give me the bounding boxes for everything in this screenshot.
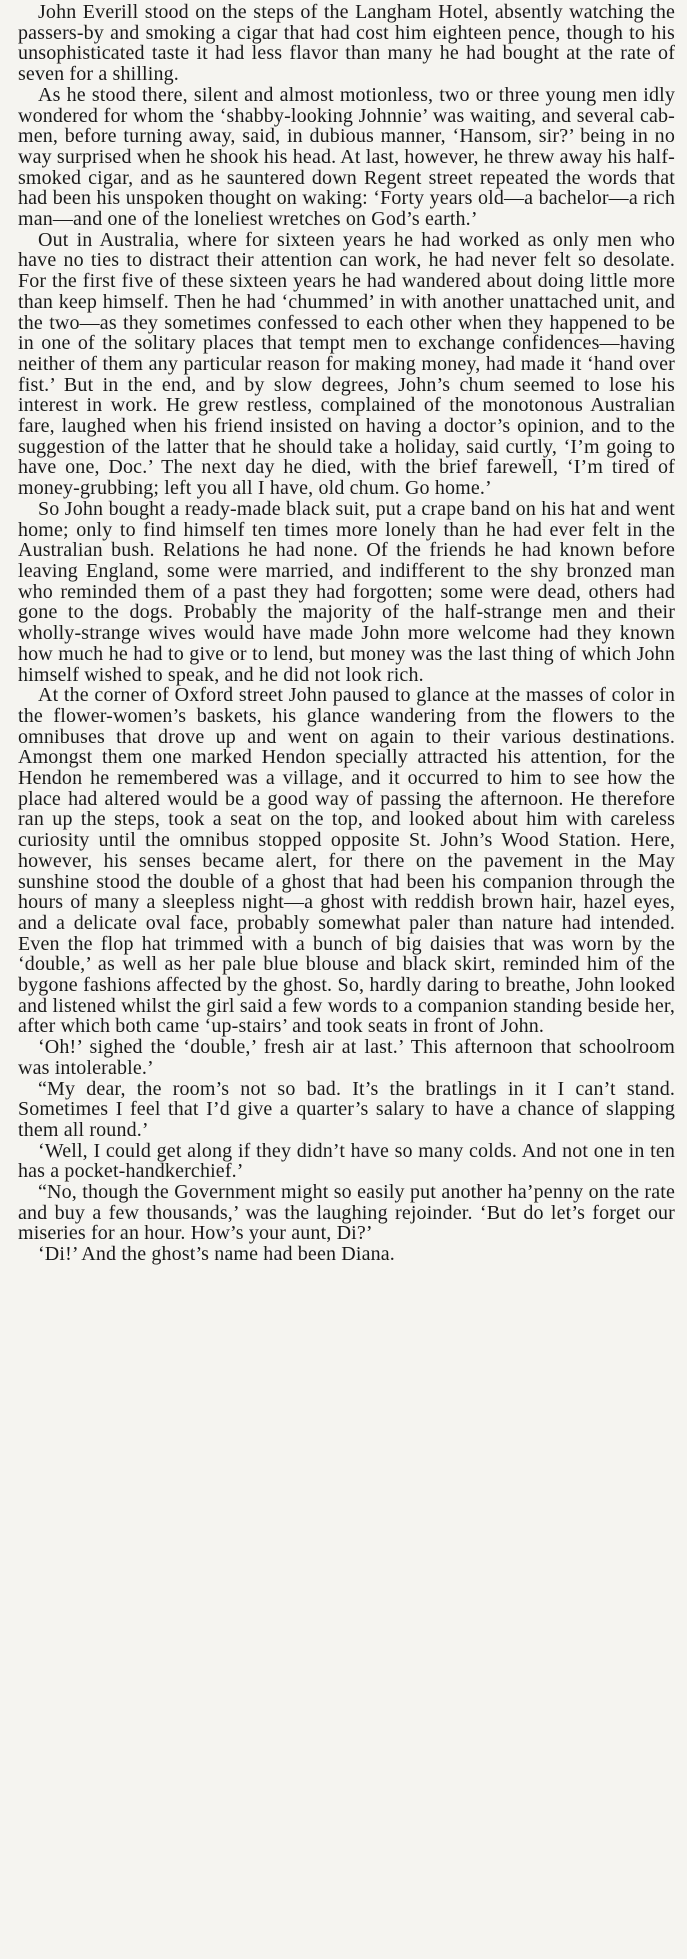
paragraph-1: John Everill stood on the steps of the Langham Hotel, absently watching the passers-by and smoking a cigar that had cost him eighteen pence, though to his unsophisticated taste it had less flavor than many he had bought at the rate of seven for a shilling. (18, 1, 675, 86)
paragraph-3: Out in Australia, where for sixteen years he had worked as only men who have no ties to distract their attention can work, he had never felt so desolate. For the first five of these sixteen years he had wandered about doing little more than keep himself. Then he had ‘chummed’ in with another unattached unit, and the two—as they sometimes confessed to each other when they happened to be in one of the solitary places that tempt men to exchange confidences—having neither of them any particular reason for making money, had made it ‘hand over fist.’ But in the end, and by slow degrees, John’s chum seemed to lose his interest in work. He grew restless, complained of the monotonous Australian fare, laughed when his friend insisted on having a doctor’s opinion, and to the suggestion of the latter that he should take a holiday, said curtly, ‘I’m going to have one, Doc.’ The next day he died, with the brief farewell, ‘I’m tired of money-grubbing; left you all I have, old chum. Go home.’ (18, 228, 675, 500)
paragraph-6: ‘Oh!’ sighed the ‘double,’ fresh air at last.’ This afternoon that schoolroom was intolerable.’ (18, 1036, 675, 1079)
paragraph-5: At the corner of Oxford street John paused to glance at the masses of color in the flower-women’s baskets, his glance wandering from the flowers to the omnibuses that drove up and went on again to their various destinations. Amongst them one marked Hendon specially attracted his attention, for the Hendon he remembered was a village, and it occurred to him to see how the place had altered would be a good way of passing the afternoon. He therefore ran up the steps, took a seat on the top, and looked about him with careless curiosity until the omnibus stopped opposite St. John’s Wood Station. Here, however, his senses became alert, for there on the pavement in the May sunshine stood the double of a ghost that had been his companion through the hours of many a sleepless night—a ghost with reddish brown hair, hazel eyes, and a delicate oval face, probably somewhat paler than nature had intended. Even the flop hat trimmed with a bunch of big daisies that was worn by the ‘double,’ as well as her pale blue blouse and black skirt, reminded him of the bygone fashions affected by the ghost. So, hardly daring to breathe, John looked and listened whilst the girl said a few words to a companion standing beside her, after which both came ‘up-stairs’ and took seats in front of John. (18, 684, 675, 1038)
paragraph-7: “My dear, the room’s not so bad. It’s the bratlings in it I can’t stand. Sometimes I feel that I’d give a quarter’s salary to have a chance of slapping them all round.’ (18, 1077, 675, 1141)
article-column (18, 2, 675, 1265)
paragraph-9: “No, though the Government might so easily put another ha’penny on the rate and buy a few thousands,’ was the laughing rejoinder. ‘But do let’s forget our miseries for an hour. How’s your aunt, Di?’ (18, 1181, 675, 1245)
paragraph-10: ‘Di!’ And the ghost’s name had been Diana. (38, 1243, 395, 1266)
paragraph-2: As he stood there, silent and almost motionless, two or three young men idly wondered for whom the ‘shabby-looking Johnnie’ was waiting, and several cab-men, before turning away, said, in dubious manner, ‘Hansom, sir?’ being in no way surprised when he shook his head. At last, however, he threw away his half-smoked cigar, and as he sauntered down Regent street repeated the words that had been his unspoken thought on waking: ‘Forty years old—a bachelor—a rich man—and one of the loneliest wretches on God’s earth.’ (18, 83, 675, 231)
paragraph-4: So John bought a ready-made black suit, put a crape band on his hat and went home; only to find himself ten times more lonely than he had ever felt in the Australian bush. Relations he had none. Of the friends he had known before leaving England, some were married, and indifferent to the shy bronzed man who reminded them of a past they had forgotten; some were dead, others had gone to the dogs. Probably the majority of the half-strange men and their wholly-strange wives would have made John more welcome had they known how much he had to give or to lend, but money was the last thing of which John himself wished to speak, and he did not look rich. (18, 497, 675, 686)
paragraph-8: ‘Well, I could get along if they didn’t have so many colds. And not one in ten has a pocket-handkerchief.’ (18, 1139, 675, 1183)
